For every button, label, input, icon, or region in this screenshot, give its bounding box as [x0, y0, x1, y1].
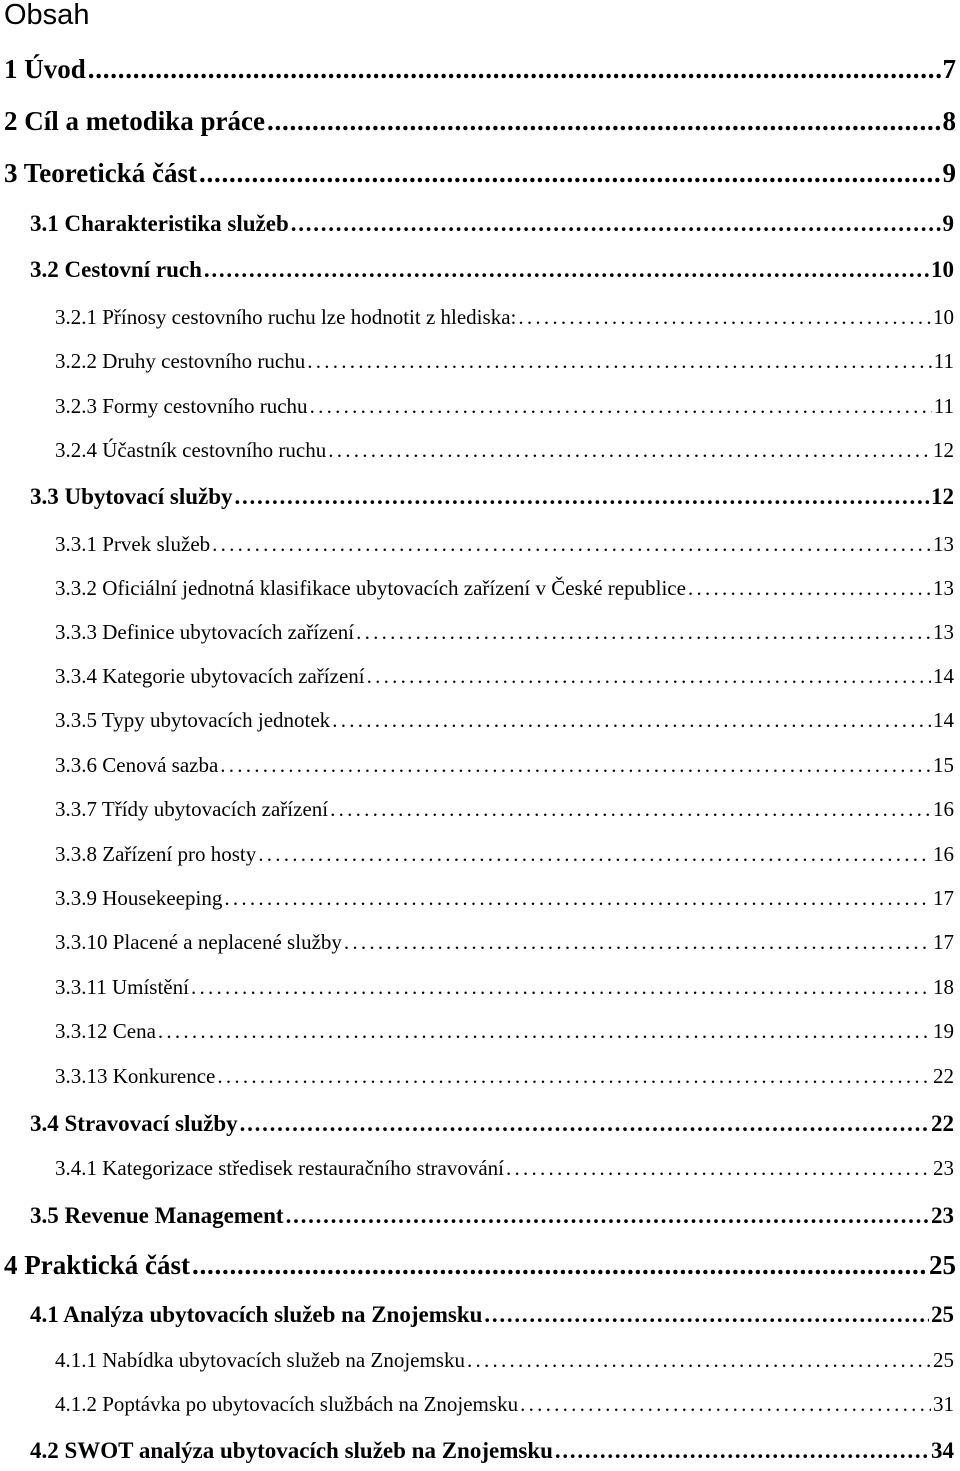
toc-entry-title: 3.3.5 Typy ubytovacích jednotek — [55, 708, 331, 732]
toc-leader — [307, 347, 932, 375]
toc-entry[interactable] — [55, 795, 954, 823]
toc-entry[interactable] — [55, 884, 954, 912]
toc-entry[interactable] — [55, 1017, 954, 1045]
toc-entry-page: 17 — [933, 930, 954, 954]
toc-entry-title: 3.3.8 Zařízení pro hosty — [55, 842, 257, 866]
toc-entry-page: 10 — [933, 305, 954, 329]
toc-entry-page: 34 — [931, 1438, 954, 1463]
toc-entry-page: 16 — [933, 842, 954, 866]
toc-entry-page: 11 — [933, 349, 954, 373]
toc-entry-title: 3.3.9 Housekeeping — [55, 886, 223, 910]
toc-leader — [235, 482, 929, 512]
toc-leader — [518, 303, 931, 331]
toc-leader — [204, 255, 929, 285]
toc-entry-page: 31 — [933, 1392, 954, 1416]
toc-entry-page: 9 — [942, 158, 956, 188]
toc-entry-page: 12 — [931, 484, 954, 509]
toc-entry-page: 12 — [933, 438, 954, 462]
toc-entry-title: 3.3.13 Konkurence — [55, 1064, 216, 1088]
toc-leader — [520, 1390, 931, 1418]
toc-entry-title: 3.3.11 Umístění — [55, 975, 189, 999]
toc-entry-title: 3.2 Cestovní ruch — [30, 257, 202, 282]
page-title: Obsah — [4, 0, 90, 31]
toc-entry-title: 3.2.3 Formy cestovního ruchu — [55, 394, 308, 418]
toc-entry[interactable] — [55, 347, 954, 375]
toc-entry-title: 3.1 Charakteristika služeb — [30, 211, 289, 236]
toc-entry[interactable] — [4, 53, 956, 85]
toc-leader — [258, 840, 931, 868]
toc-leader — [158, 1017, 931, 1045]
toc-entry-page: 18 — [933, 975, 954, 999]
toc-entry[interactable] — [55, 618, 954, 646]
toc-entry-title: 3.3.2 Oficiální jednotná klasifikace ubytovacích zařízení v České republice — [55, 576, 686, 600]
toc-entry-title: 3.3.4 Kategorie ubytovacích zařízení — [55, 664, 365, 688]
toc-leader — [332, 706, 931, 734]
toc-entry[interactable] — [30, 209, 954, 239]
toc-entry[interactable] — [55, 303, 954, 331]
toc-entry-page: 13 — [933, 532, 954, 556]
toc-entry-title: 2 Cíl a metodika práce — [4, 106, 265, 136]
toc-entry-page: 19 — [933, 1019, 954, 1043]
toc-leader — [484, 1300, 929, 1330]
toc-entry[interactable] — [55, 928, 954, 956]
toc-entry[interactable] — [55, 392, 954, 420]
toc-entry-page: 11 — [933, 394, 954, 418]
toc-leader — [330, 795, 931, 823]
toc-entry[interactable] — [55, 530, 954, 558]
toc-leader — [88, 53, 941, 85]
toc-entry-title: 4.1 Analýza ubytovacích služeb na Znojemsku — [30, 1302, 483, 1327]
toc-entry-page: 13 — [933, 576, 954, 600]
toc-entry-title: 3.3.10 Placené a neplacené služby — [55, 930, 342, 954]
toc-leader — [220, 751, 931, 779]
toc-entry-page: 14 — [933, 708, 954, 732]
toc-leader — [328, 436, 931, 464]
toc-entry[interactable] — [55, 574, 954, 602]
toc-leader — [199, 157, 941, 189]
toc-entry-title: 1 Úvod — [4, 54, 86, 84]
toc-entry-title: 3.4.1 Kategorizace středisek restauračního stravování — [55, 1156, 504, 1180]
toc-leader — [286, 1201, 929, 1231]
toc-entry[interactable] — [55, 1390, 954, 1418]
toc-entry[interactable] — [55, 1062, 954, 1090]
toc-entry-page: 15 — [933, 753, 954, 777]
toc-leader — [240, 1109, 929, 1139]
toc-leader — [191, 973, 931, 1001]
toc-leader — [192, 1249, 927, 1281]
toc-entry-title: 3.3.6 Cenová sazba — [55, 753, 219, 777]
toc-entry-title: 4.1.1 Nabídka ubytovacích služeb na Znojemsku — [55, 1348, 465, 1372]
toc-entry-page: 25 — [933, 1348, 954, 1372]
toc-entry-title: 4 Praktická část — [4, 1250, 190, 1280]
toc-entry[interactable] — [30, 1436, 954, 1466]
toc-entry[interactable] — [30, 1201, 954, 1231]
toc-entry-title: 3.3.3 Definice ubytovacích zařízení — [55, 620, 355, 644]
toc-leader — [224, 884, 931, 912]
toc-entry[interactable] — [4, 1249, 956, 1281]
toc-entry[interactable] — [30, 482, 954, 512]
toc-leader — [467, 1346, 931, 1374]
toc-entry-page: 13 — [933, 620, 954, 644]
toc-entry-page: 23 — [933, 1156, 954, 1180]
toc-entry-page: 25 — [931, 1302, 954, 1327]
toc-leader — [212, 530, 931, 558]
toc-entry-page: 16 — [933, 797, 954, 821]
toc-leader — [367, 662, 931, 690]
toc-entry-page: 23 — [931, 1203, 954, 1228]
toc-entry[interactable] — [55, 840, 954, 868]
toc-leader — [555, 1436, 929, 1466]
toc-entry-title: 3.2.1 Přínosy cestovního ruchu lze hodnotit z hlediska: — [55, 305, 517, 329]
toc-entry-page: 22 — [931, 1111, 954, 1136]
toc-entry[interactable] — [55, 436, 954, 464]
toc-leader — [356, 618, 931, 646]
toc-entry[interactable] — [30, 1300, 954, 1330]
toc-entry-title: 3.4 Stravovací služby — [30, 1111, 238, 1136]
toc-entry[interactable] — [30, 255, 954, 285]
toc-leader — [688, 574, 931, 602]
toc-entry-title: 3.3.7 Třídy ubytovacích zařízení — [55, 797, 329, 821]
toc-leader — [217, 1062, 931, 1090]
toc-entry[interactable] — [55, 1154, 954, 1182]
toc-leader — [291, 209, 941, 239]
toc-entry-title: 4.2 SWOT analýza ubytovacích služeb na Znojemsku — [30, 1438, 553, 1463]
toc-entry-title: 4.1.2 Poptávka po ubytovacích službách na Znojemsku — [55, 1392, 519, 1416]
toc-entry[interactable] — [55, 662, 954, 690]
toc-entry-title: 3.3.1 Prvek služeb — [55, 532, 211, 556]
toc-entry[interactable] — [55, 973, 954, 1001]
toc-leader — [344, 928, 931, 956]
toc-leader — [310, 392, 932, 420]
toc-entry-page: 9 — [942, 211, 954, 236]
toc-entry-page: 25 — [929, 1250, 956, 1280]
toc-entry[interactable] — [4, 157, 956, 189]
toc-entry-page: 10 — [931, 257, 954, 282]
toc-entry[interactable] — [30, 1109, 954, 1139]
toc-entry[interactable] — [55, 706, 954, 734]
toc-entry-title: 3.2.4 Účastník cestovního ruchu — [55, 438, 327, 462]
toc-entry-title: 3.2.2 Druhy cestovního ruchu — [55, 349, 306, 373]
toc-entry[interactable] — [55, 751, 954, 779]
toc-entry-title: 3.3 Ubytovací služby — [30, 484, 233, 509]
toc-entry-title: 3.3.12 Cena — [55, 1019, 156, 1043]
toc-leader — [506, 1154, 931, 1182]
toc-entry-page: 17 — [933, 886, 954, 910]
toc-entry-page: 8 — [942, 106, 956, 136]
toc-entry-title: 3 Teoretická část — [4, 158, 197, 188]
toc-entry[interactable] — [55, 1346, 954, 1374]
toc-entry-page: 7 — [942, 54, 956, 84]
toc-entry[interactable] — [4, 105, 956, 137]
toc-entry-title: 3.5 Revenue Management — [30, 1203, 284, 1228]
toc-entry-page: 14 — [933, 664, 954, 688]
toc-entry-page: 22 — [933, 1064, 954, 1088]
toc-leader — [267, 105, 941, 137]
